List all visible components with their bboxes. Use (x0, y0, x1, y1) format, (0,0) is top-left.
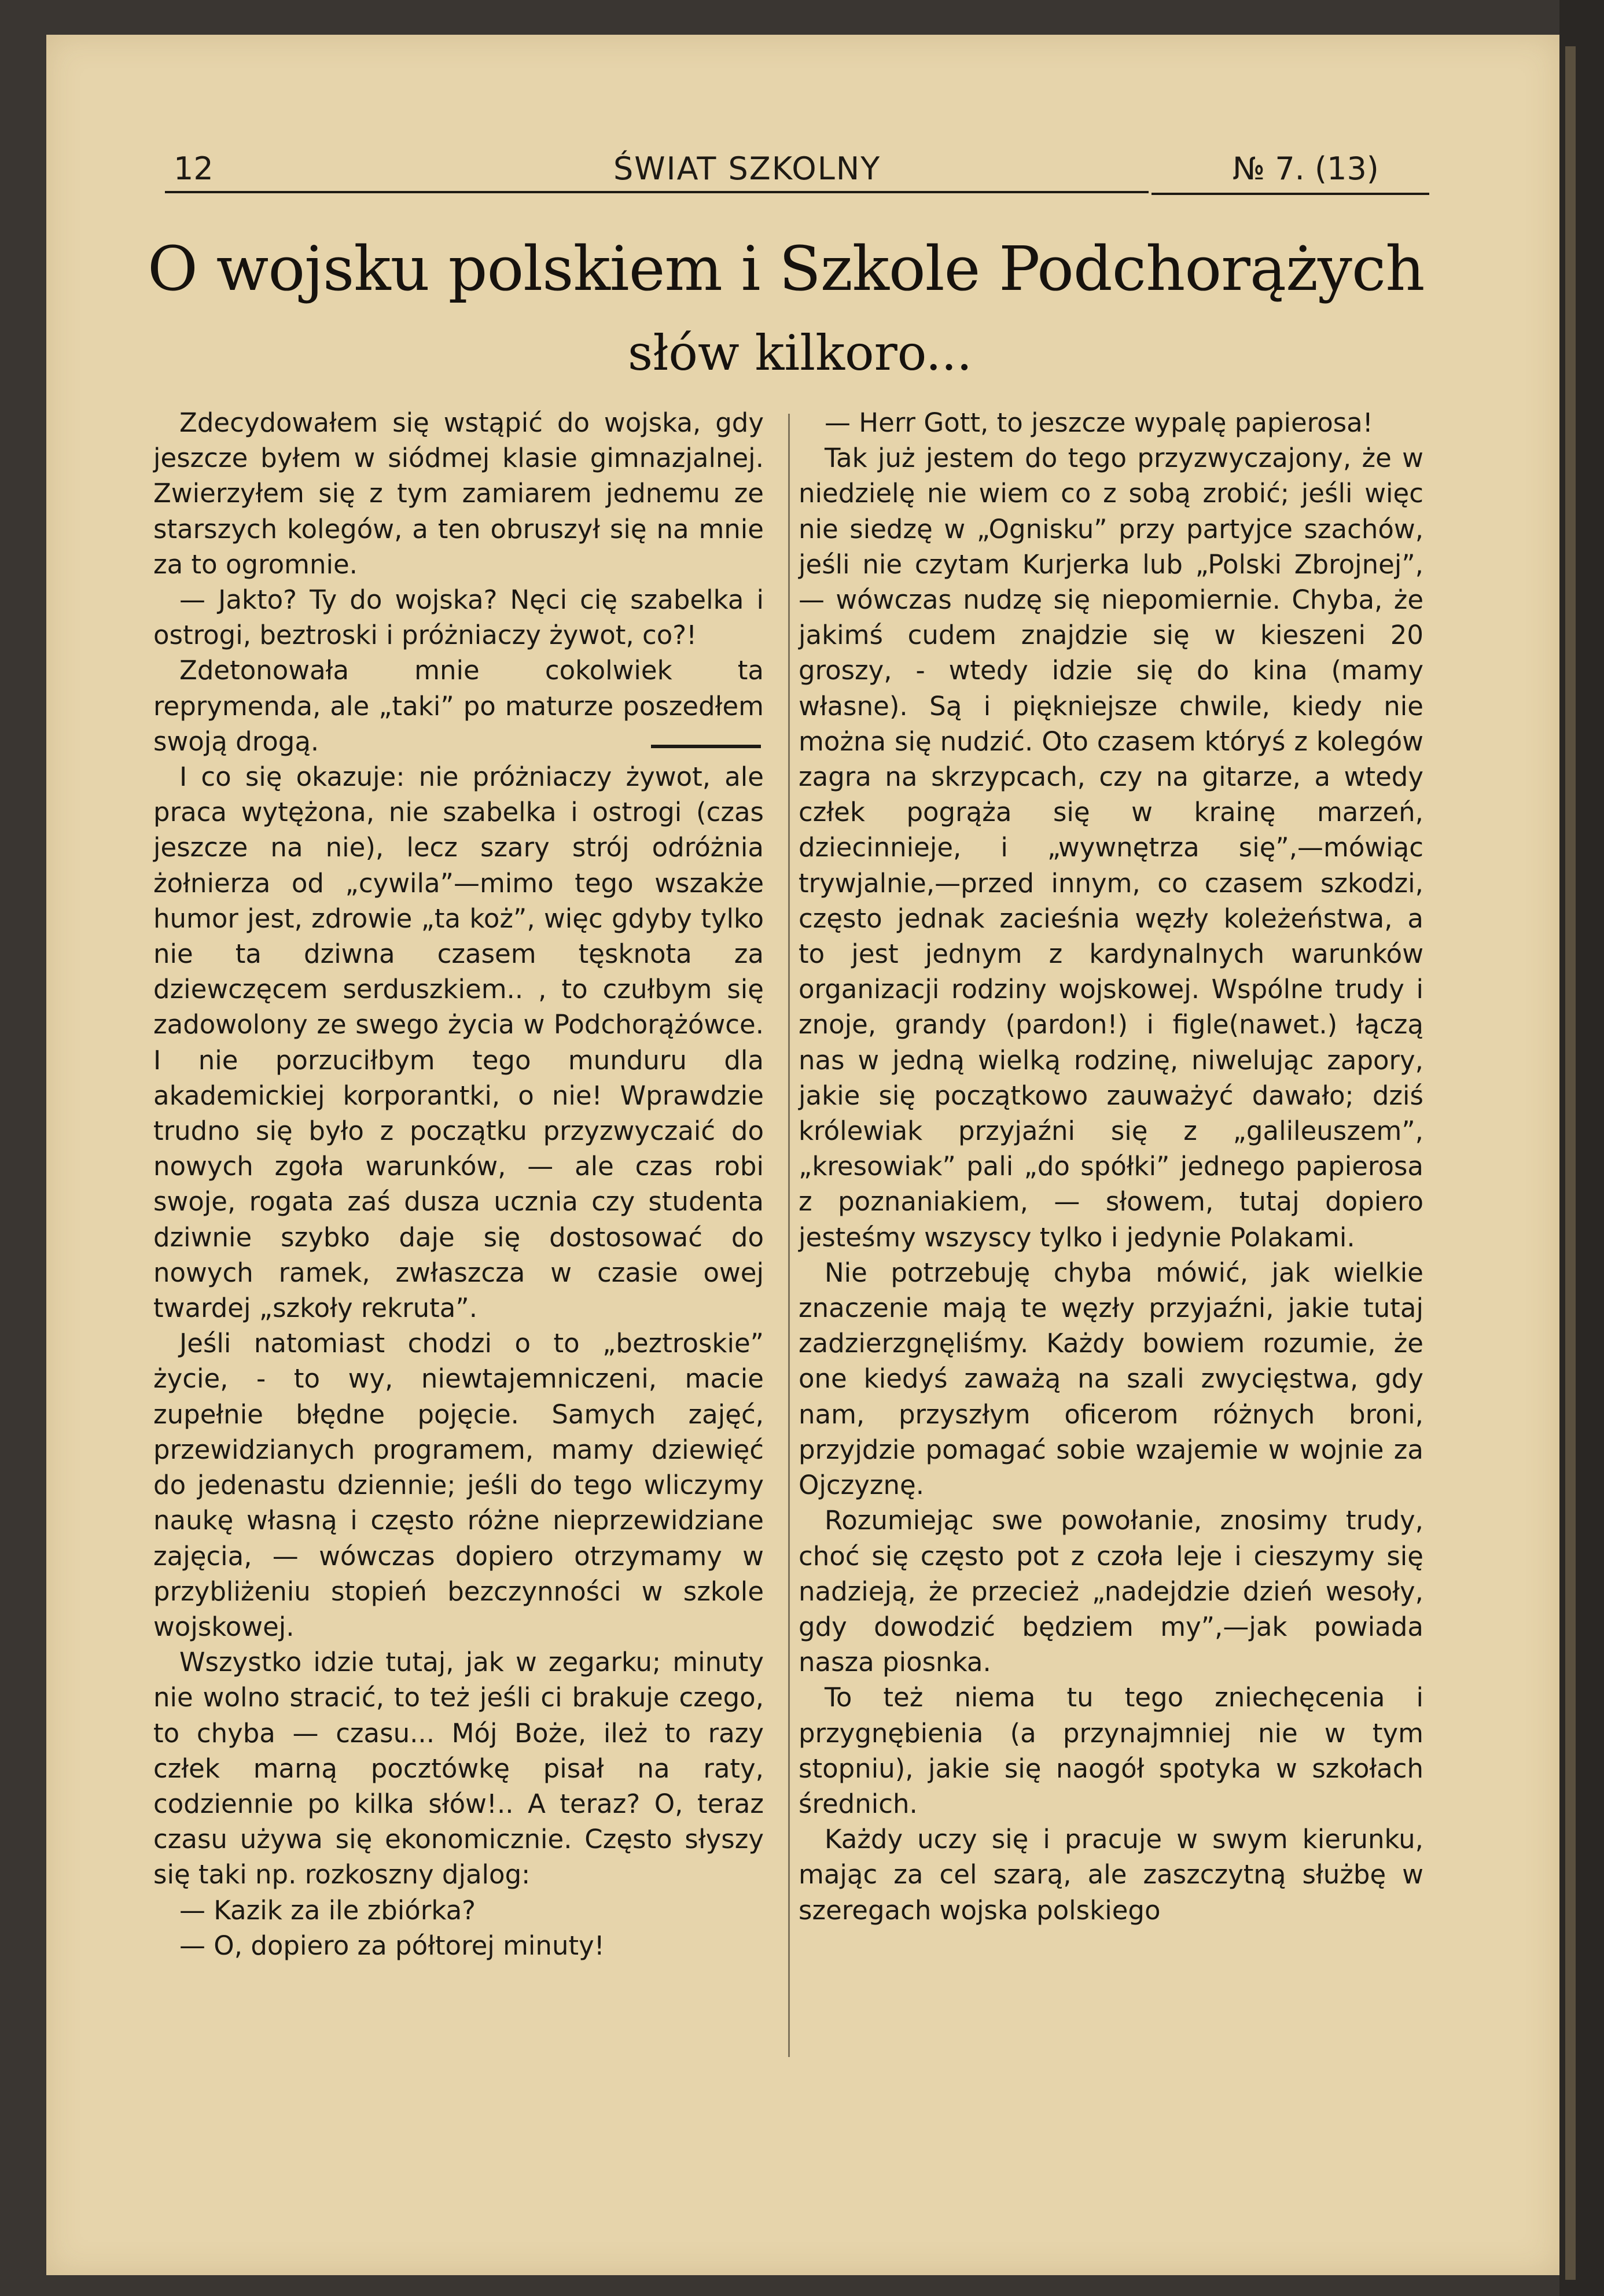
section-dash (651, 745, 761, 748)
binding-strip (1565, 46, 1576, 2280)
issue-number: № 7. (13) (1233, 150, 1379, 187)
article-title: O wojsku polskiem i Szkole Podchorążych (148, 233, 1425, 304)
dialogue-line: — O, dopiero za półtorej minuty! (179, 1930, 605, 1961)
paragraph: Tak już jestem do tego przyzwyczajony, że w niedzielę nie wiem co z sobą zrobić; jeśli więc nie siedzę w „Ognisku” przy partyjce szachów, jeśli nie czytam Kurjerka lub „Polski Zbrojnej”, — wówczas nudzę się niepomiernie. Chyba, że jakimś cudem znajdzie się w kieszeni 20 groszy, - wtedy idzie się do kina (mamy własne). Są i piękniejsze chwile, kiedy nie można się nudzić. Oto czasem któryś z kolegów zagra na skrzypcach, czy na gitarze, a wtedy człek pogrąża się w krainę marzeń, dziecinnieje, i „wywnętrza się”,—mówiąc trywjalnie,—przed innym, co czasem szkodzi, często jednak zacieśnia węzły koleżeństwa, a to jest jednym z kardynalnych warunków organizacji rodziny wojskowej. Wspólne trudy i znoje, grandy (pardon!) i figle(nawet.) łączą nas w jedną wielką rodzinę, niwelując zapory, jakie się początkowo zauważyć dawało; dziś królewiak przyjaźni się z „galileuszem”, „kresowiak” pali „do spółki” jednego papierosa z poznaniakiem, — słowem, tutaj dopiero jesteśmy wszyscy tylko i jedynie Polakami. (799, 443, 1423, 1253)
dialogue-line: — Herr Gott, to jeszcze wypalę papierosa! (825, 407, 1373, 438)
page-number: 12 (174, 150, 214, 187)
paragraph: Zdetonowała mnie cokolwiek ta reprymenda, ale „taki” po maturze poszedłem swoją drogą. (153, 655, 764, 757)
paragraph: To też niema tu tego zniechęcenia i przygnębienia (a przynajmniej nie w tym stopniu), jakie się naogół spotyka w szkołach średnich. (799, 1682, 1423, 1819)
paragraph: Jeśli natomiast chodzi o to „beztroskie” życie, - to wy, niewtajemniczeni, macie zupełnie błędne pojęcie. Samych zajęć, przewidzianych programem, mamy dziewięć do jedenastu dziennie; jeśli do tego wliczymy naukę własną i często różne nieprzewidziane zajęcia, — wówczas dopiero otrzymamy w przybliżeniu stopień bezczynności w szkole wojskowej. (153, 1328, 764, 1642)
article-subtitle: słów kilkoro... (628, 325, 972, 381)
paragraph: Rozumiejąc swe powołanie, znosimy trudy, choć się często pot z czoła leje i cieszymy się nadzieją, że przecież „nadejdzie dzień wesoły, gdy dowodzić będziem my”,—jak powiada nasza piosnka. (799, 1505, 1423, 1678)
paragraph: Wszystko idzie tutaj, jak w zegarku; minuty nie wolno stracić, to też jeśli ci brakuje czego, to chyba — czasu... Mój Boże, ileż to razy człek marną pocztówkę pisał na raty, codziennie po kilka słów!.. A teraz? O, teraz czasu używa się ekonomicznie. Często słyszy się taki np. rozkoszny djalog: (153, 1647, 764, 1890)
header-rule-right (1152, 193, 1429, 195)
left-column (153, 405, 764, 1963)
paragraph: Nie potrzebuję chyba mówić, jak wielkie znaczenie mają te węzły przyjaźni, jakie tutaj zadzierzgnęliśmy. Każdy bowiem rozumie, że one kiedyś zaważą na szali zwycięstwa, gdy nam, przyszłym oficerom różnych broni, przyjdzie pomagać sobie wzajemie w wojnie za Ojczyznę. (799, 1257, 1423, 1501)
paragraph: Zdecydowałem się wstąpić do wojska, gdy jeszcze byłem w siódmej klasie gimnazjalnej. Zwierzyłem się z tym zamiarem jednemu ze starszych kolegów, a ten obruszył się na mnie za to ogromnie. (153, 407, 764, 580)
header-rule (165, 191, 1149, 193)
paragraph: Każdy uczy się i pracuje w swym kierunku, mając za cel szarą, ale zaszczytną służbę w szeregach wojska polskiego (799, 1824, 1423, 1926)
paragraph: — Jakto? Ty do wojska? Nęci cię szabelka i ostrogi, beztroski i próżniaczy żywot, co?! (153, 584, 764, 651)
dialogue-line: — Kazik za ile zbiórka? (179, 1894, 476, 1926)
paragraph: I co się okazuje: nie próżniaczy żywot, ale praca wytężona, nie szabelka i ostrogi (czas jeszcze na nie), lecz szary strój odróżnia żołnierza od „cywila”—mimo tego wszakże humor jest, zdrowie „ta koż”, więc gdyby tylko nie ta dziwna czasem tęsknota za dziewczęcem serduszkiem.. , to czułbym się zadowolony ze swego życia w Podchorążówce. I nie porzuciłbym tego munduru dla akademickiej korporantki, o nie! Wprawdzie trudno się było z początku przyzwyczaić do nowych zgoła warunków, — ale czas robi swoje, rogata zaś dusza ucznia czy studenta dziwnie szybko daje się dostosować do nowych ramek, zwłaszcza w czasie owej twardej „szkoły rekruta”. (153, 761, 764, 1324)
magazine-title: ŚWIAT SZKOLNY (613, 150, 881, 187)
column-divider (788, 414, 790, 2057)
right-column (799, 405, 1423, 1928)
